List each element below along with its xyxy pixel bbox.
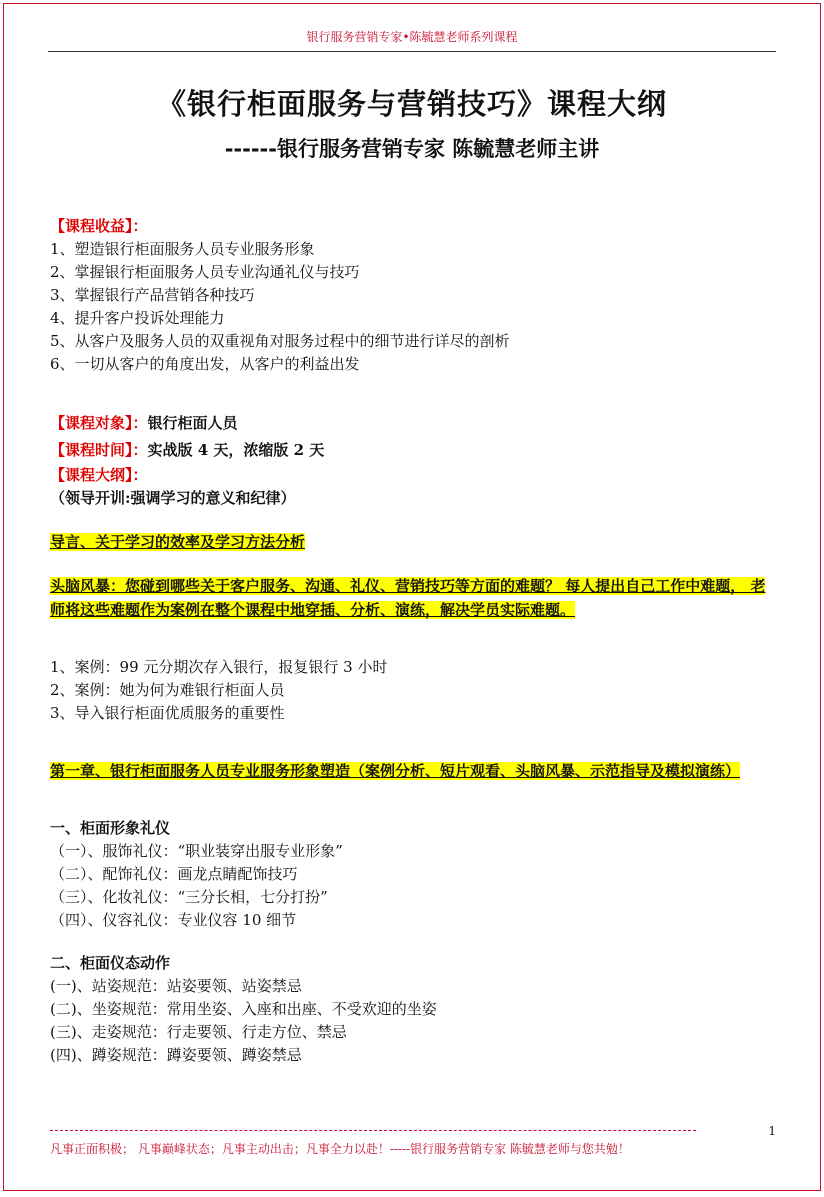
- audience-label: 【课程对象】：: [50, 414, 148, 432]
- benefit-item: 5、从客户及服务人员的双重视角对服务过程中的细节进行详尽的剖析: [50, 332, 510, 350]
- section1-item: （四）、仪容礼仪：专业仪容 10 细节: [50, 911, 297, 929]
- intro-heading-block: [50, 530, 776, 554]
- intro-heading: 导言、关于学习的效率及学习方法分析: [50, 533, 306, 551]
- benefit-item: 1、塑造银行柜面服务人员专业服务形象: [50, 240, 315, 258]
- benefits-section: [50, 215, 776, 376]
- running-header: 银行服务营销专家•陈毓慧老师系列课程: [48, 28, 776, 52]
- section2-item: (一)、站姿规范：站姿要领、站姿禁忌: [50, 977, 302, 995]
- intro-item: 2、案例：她为何为难银行柜面人员: [50, 681, 285, 699]
- section1-title: 一、柜面形象礼仪: [50, 819, 171, 837]
- benefit-item: 6、一切从客户的角度出发，从客户的利益出发: [50, 355, 360, 373]
- audience-line: [50, 410, 776, 437]
- intro-item: 1、案例：99 元分期次存入银行，报复银行 3 小时: [50, 658, 388, 676]
- intro-list: [50, 656, 776, 725]
- benefit-item: 2、掌握银行柜面服务人员专业沟通礼仪与技巧: [50, 263, 360, 281]
- brainstorm-text: 头脑风暴：您碰到哪些关于客户服务、沟通、礼仪、营销技巧等方面的难题？ 每人提出自己工作中难题， 老师将这些难题作为案例在整个课程中地穿插、分析、演练，解决学员实际难题。: [50, 577, 766, 619]
- chapter1-section2: [50, 952, 776, 1067]
- chapter1-heading-block: [50, 759, 776, 783]
- audience-value: 银行柜面人员: [147, 414, 238, 432]
- footer-divider: [50, 1130, 696, 1131]
- document-subtitle: ------银行服务营销专家 陈毓慧老师主讲: [224, 137, 600, 161]
- brainstorm-block: [50, 574, 776, 622]
- section2-item: (二)、坐姿规范：常用坐姿、入座和出座、不受欢迎的坐姿: [50, 1000, 437, 1018]
- benefits-label: 【课程收益】：: [50, 217, 148, 235]
- duration-value: 实战版 4 天，浓缩版 2 天: [147, 441, 325, 459]
- section2-title: 二、柜面仪态动作: [50, 954, 171, 972]
- section1-item: （一）、服饰礼仪：“职业装穿出服专业形象”: [50, 842, 343, 860]
- chapter1-heading: 第一章、银行柜面服务人员专业服务形象塑造（案例分析、短片观看、头脑风暴、示范指导及模拟演练）: [50, 762, 741, 780]
- footer-motto: 凡事正面积极； 凡事巅峰状态；凡事主动出击；凡事全力以赴！-----银行服务营销专家 陈毓慧老师与您共勉！: [50, 1142, 630, 1156]
- outline-opening: （领导开训:强调学习的意义和纪律）: [50, 489, 296, 507]
- duration-line: [50, 437, 776, 464]
- section2-item: (三)、走姿规范：行走要领、行走方位、禁忌: [50, 1023, 347, 1041]
- benefit-item: 4、提升客户投诉处理能力: [50, 309, 225, 327]
- duration-label: 【课程时间】：: [50, 441, 148, 459]
- chapter1-section1: [50, 817, 776, 932]
- document-body: [50, 215, 776, 1067]
- intro-item: 3、导入银行柜面优质服务的重要性: [50, 704, 285, 722]
- outline-label: 【课程大纲】：: [50, 466, 148, 484]
- section1-item: （三）、化妆礼仪：“三分长相，七分打扮”: [50, 888, 328, 906]
- section2-item: (四)、蹲姿规范：蹲姿要领、蹲姿禁忌: [50, 1046, 302, 1064]
- section1-item: （二）、配饰礼仪：画龙点睛配饰技巧: [50, 865, 298, 883]
- document-page: [3, 3, 821, 1191]
- page-number: 1: [768, 1124, 776, 1138]
- document-title: 《银行柜面服务与营销技巧》课程大纲: [156, 87, 667, 121]
- benefit-item: 3、掌握银行产品营销各种技巧: [50, 286, 255, 304]
